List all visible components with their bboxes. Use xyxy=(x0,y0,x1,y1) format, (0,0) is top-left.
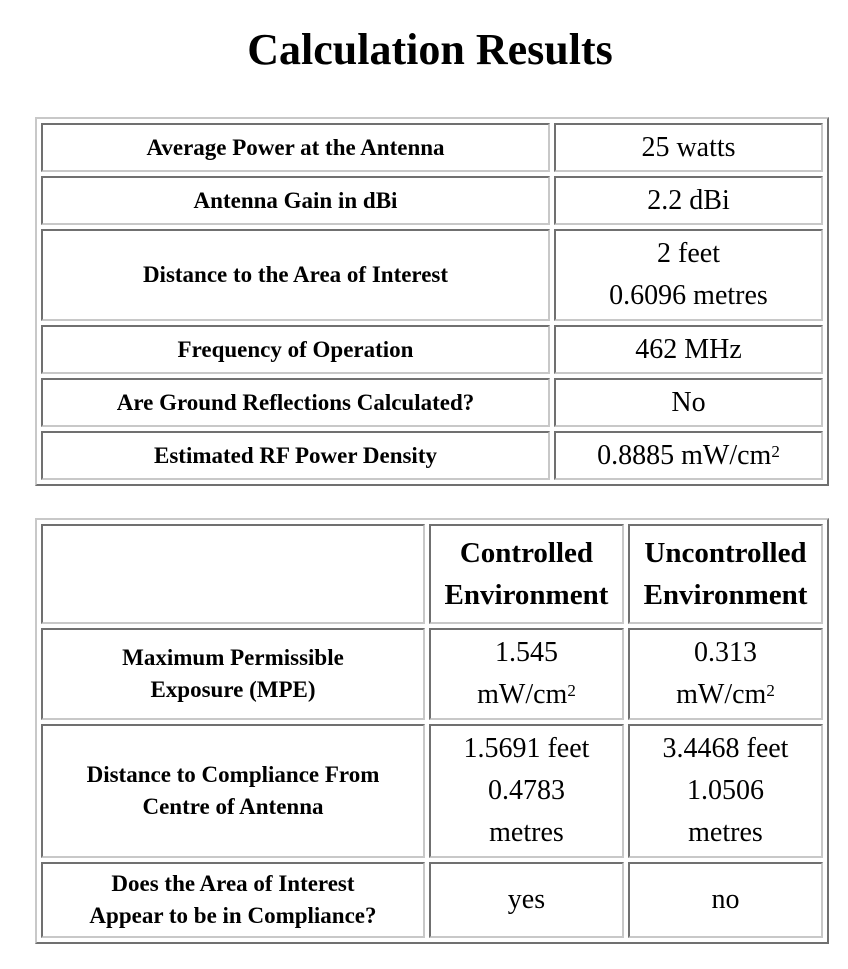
label-line: Centre of Antenna xyxy=(142,794,324,819)
value-line: 1.545 xyxy=(494,637,558,668)
label-line: Appear to be in Compliance? xyxy=(89,903,377,928)
distance-to-area-label: Distance to the Area of Interest xyxy=(41,229,550,321)
value-line: 0.4783 xyxy=(487,775,565,806)
uncontrolled-environment-header xyxy=(628,524,823,624)
header-line: Environment xyxy=(444,579,609,611)
unit-exponent: 2 xyxy=(766,681,775,700)
table-row xyxy=(41,325,823,374)
table-row xyxy=(41,229,823,321)
unit-exponent: 2 xyxy=(771,441,780,461)
compliance-uncontrolled-status: no xyxy=(628,862,823,938)
page-title: Calculation Results xyxy=(247,25,613,74)
table-row xyxy=(41,431,823,480)
corner-cell xyxy=(41,524,425,624)
value-line: metres xyxy=(489,817,564,848)
label-line: Does the Area of Interest xyxy=(111,871,355,896)
ground-reflections-label: Are Ground Reflections Calculated? xyxy=(41,378,550,427)
antenna-gain-value: 2.2 dBi xyxy=(554,176,823,225)
table-header-row xyxy=(41,524,823,624)
table-row xyxy=(41,378,823,427)
table-row xyxy=(41,724,823,858)
value-line: 1.0506 xyxy=(686,775,764,806)
value-line xyxy=(437,674,616,716)
distance-controlled-value xyxy=(429,724,624,858)
value-line: metres xyxy=(688,817,763,848)
mpe-uncontrolled-value xyxy=(628,628,823,720)
value-line: 1.5691 feet xyxy=(463,733,590,764)
value-line: 0.313 xyxy=(693,637,757,668)
label-line: Maximum Permissible xyxy=(122,645,344,670)
table-row xyxy=(41,862,823,938)
distance-feet: 2 feet xyxy=(657,238,720,269)
unit-text: mW/cm xyxy=(477,679,568,710)
table-row xyxy=(41,123,823,172)
distance-uncontrolled-value xyxy=(628,724,823,858)
mpe-label xyxy=(41,628,425,720)
average-power-label: Average Power at the Antenna xyxy=(41,123,550,172)
mpe-controlled-value xyxy=(429,628,624,720)
table-row xyxy=(41,628,823,720)
frequency-label: Frequency of Operation xyxy=(41,325,550,374)
header-line: Controlled xyxy=(459,537,594,569)
header-line: Uncontrolled xyxy=(644,537,807,569)
unit-exponent: 2 xyxy=(567,681,576,700)
average-power-value: 25 watts xyxy=(554,123,823,172)
value-line xyxy=(636,674,815,716)
controlled-environment-header xyxy=(429,524,624,624)
header-line: Environment xyxy=(643,579,808,611)
frequency-value: 462 MHz xyxy=(554,325,823,374)
compliance-status-label xyxy=(41,862,425,938)
power-density-value xyxy=(554,431,823,480)
label-line: Exposure (MPE) xyxy=(150,677,316,702)
antenna-gain-label: Antenna Gain in dBi xyxy=(41,176,550,225)
compliance-table xyxy=(35,518,829,944)
input-parameters-table xyxy=(35,117,829,486)
power-density-label: Estimated RF Power Density xyxy=(41,431,550,480)
distance-metres: 0.6096 metres xyxy=(609,280,768,311)
compliance-controlled-status: yes xyxy=(429,862,624,938)
power-density-number: 0.8885 mW/cm xyxy=(597,439,772,471)
unit-text: mW/cm xyxy=(676,679,767,710)
ground-reflections-value: No xyxy=(554,378,823,427)
compliance-distance-label xyxy=(41,724,425,858)
distance-to-area-value xyxy=(554,229,823,321)
value-line: 3.4468 feet xyxy=(662,733,789,764)
label-line: Distance to Compliance From xyxy=(86,762,380,787)
table-row xyxy=(41,176,823,225)
